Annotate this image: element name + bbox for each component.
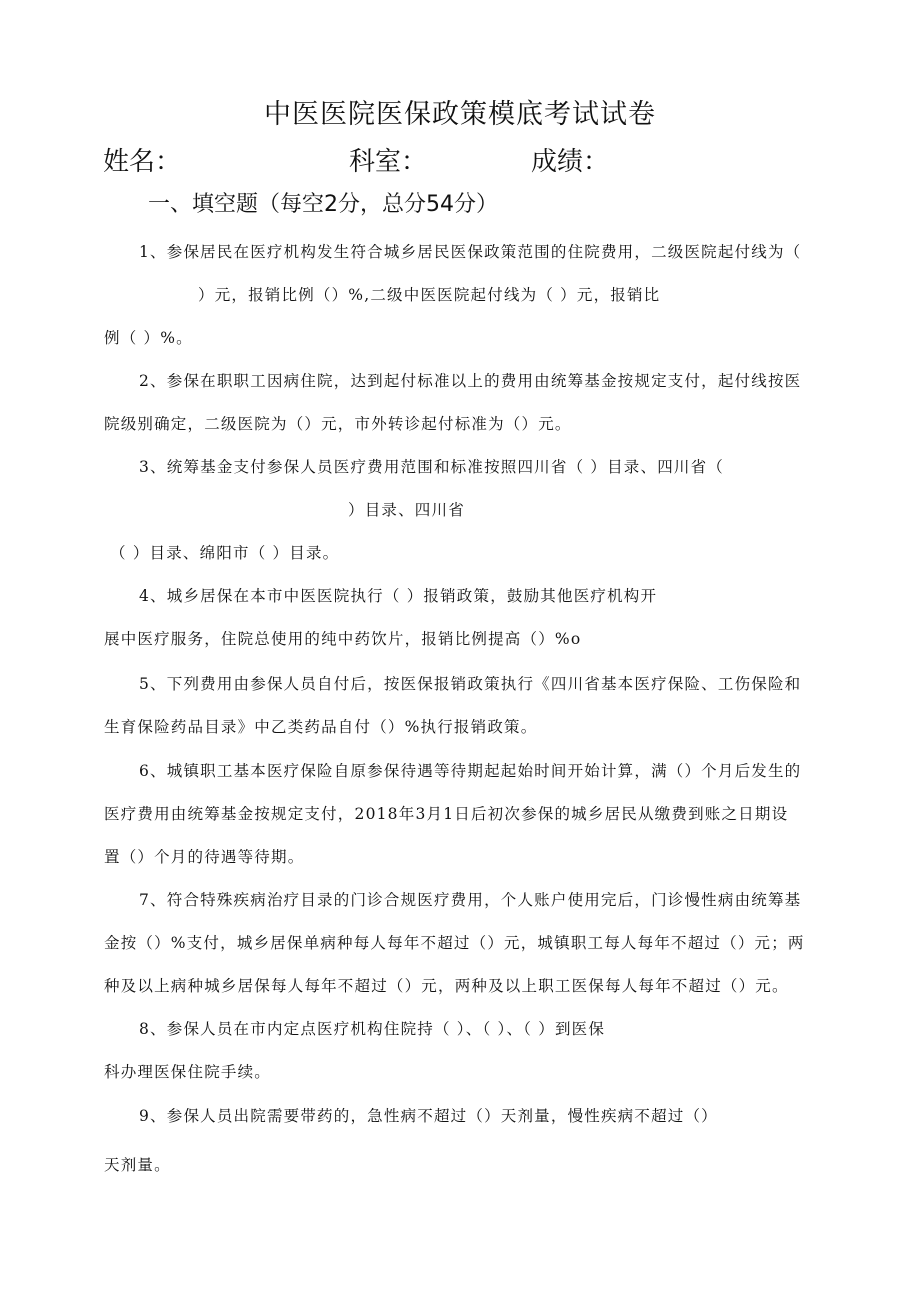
section-heading: 一、填空题（每空2分，总分54分） <box>148 192 498 217</box>
exam-title: 中医医院医保政策模底考试试卷 <box>264 99 656 130</box>
question-1-line-2: ）元，报销比例（）%,二级中医医院起付线为（ ）元，报销比 <box>198 286 661 304</box>
question-8-line-2: 科办理医保住院手续。 <box>104 1063 272 1081</box>
question-4-line-1: 4、城乡居保在本市中医医院执行（ ）报销政策，鼓励其他医疗机构开 <box>139 587 658 605</box>
question-9-line-1: 9、参保人员出院需要带药的，急性病不超过（）天剂量，慢性疾病不超过（） <box>139 1107 718 1125</box>
question-9-line-2: 天剂量。 <box>104 1156 171 1174</box>
question-6-line-1: 6、城镇职工基本医疗保险自原参保待遇等待期起起始时间开始计算，满（）个月后发生的 <box>139 762 802 780</box>
question-7-line-2: 金按（）%支付，城乡居保单病种每人每年不超过（）元，城镇职工每人每年不超过（）元；两 <box>104 934 805 952</box>
question-7-line-1: 7、符合特殊疾病治疗目录的门诊合规医疗费用，个人账户使用完后，门诊慢性病由统筹基 <box>139 891 802 909</box>
question-3-line-1: 3、统筹基金支付参保人员医疗费用范围和标准按照四川省（ ）目录、四川省（ <box>139 458 724 476</box>
question-2-line-2: 院级别确定，二级医院为（）元，市外转诊起付标准为（）元。 <box>104 415 572 433</box>
question-5-line-1: 5、下列费用由参保人员自付后，按医保报销政策执行《四川省基本医疗保险、工伤保险和 <box>139 675 802 693</box>
question-7-line-3: 种及以上病种城乡居保每人每年不超过（）元，两种及以上职工医保每人每年不超过（）元。 <box>104 977 789 995</box>
question-3-line-2: ）目录、四川省 <box>348 501 465 519</box>
question-5-line-2: 生育保险药品目录》中乙类药品自付（）%执行报销政策。 <box>104 718 538 736</box>
question-6-line-2: 医疗费用由统筹基金按规定支付，2018年3月1日后初次参保的城乡居民从缴费到账之日期设 <box>104 805 789 823</box>
question-4-line-2: 展中医疗服务，住院总使用的纯中药饮片，报销比例提高（）%o <box>104 630 582 648</box>
name-field-label: 姓名： <box>103 147 182 177</box>
question-1-line-3: 例（ ）%。 <box>104 329 193 347</box>
question-1-line-1: 1、参保居民在医疗机构发生符合城乡居民医保政策范围的住院费用，二级医院起付线为（ <box>139 243 802 261</box>
question-8-line-1: 8、参保人员在市内定点医疗机构住院持（ ）、（ ）、（ ）到医保 <box>139 1020 606 1038</box>
score-field-label: 成绩： <box>531 147 610 177</box>
department-field-label: 科室： <box>349 147 428 177</box>
question-2-line-1: 2、参保在职职工因病住院，达到起付标准以上的费用由统筹基金按规定支付，起付线按医 <box>139 372 802 390</box>
question-6-line-3: 置（）个月的待遇等待期。 <box>104 848 305 866</box>
question-3-line-3: （ ）目录、绵阳市（ ）目录。 <box>110 544 340 562</box>
